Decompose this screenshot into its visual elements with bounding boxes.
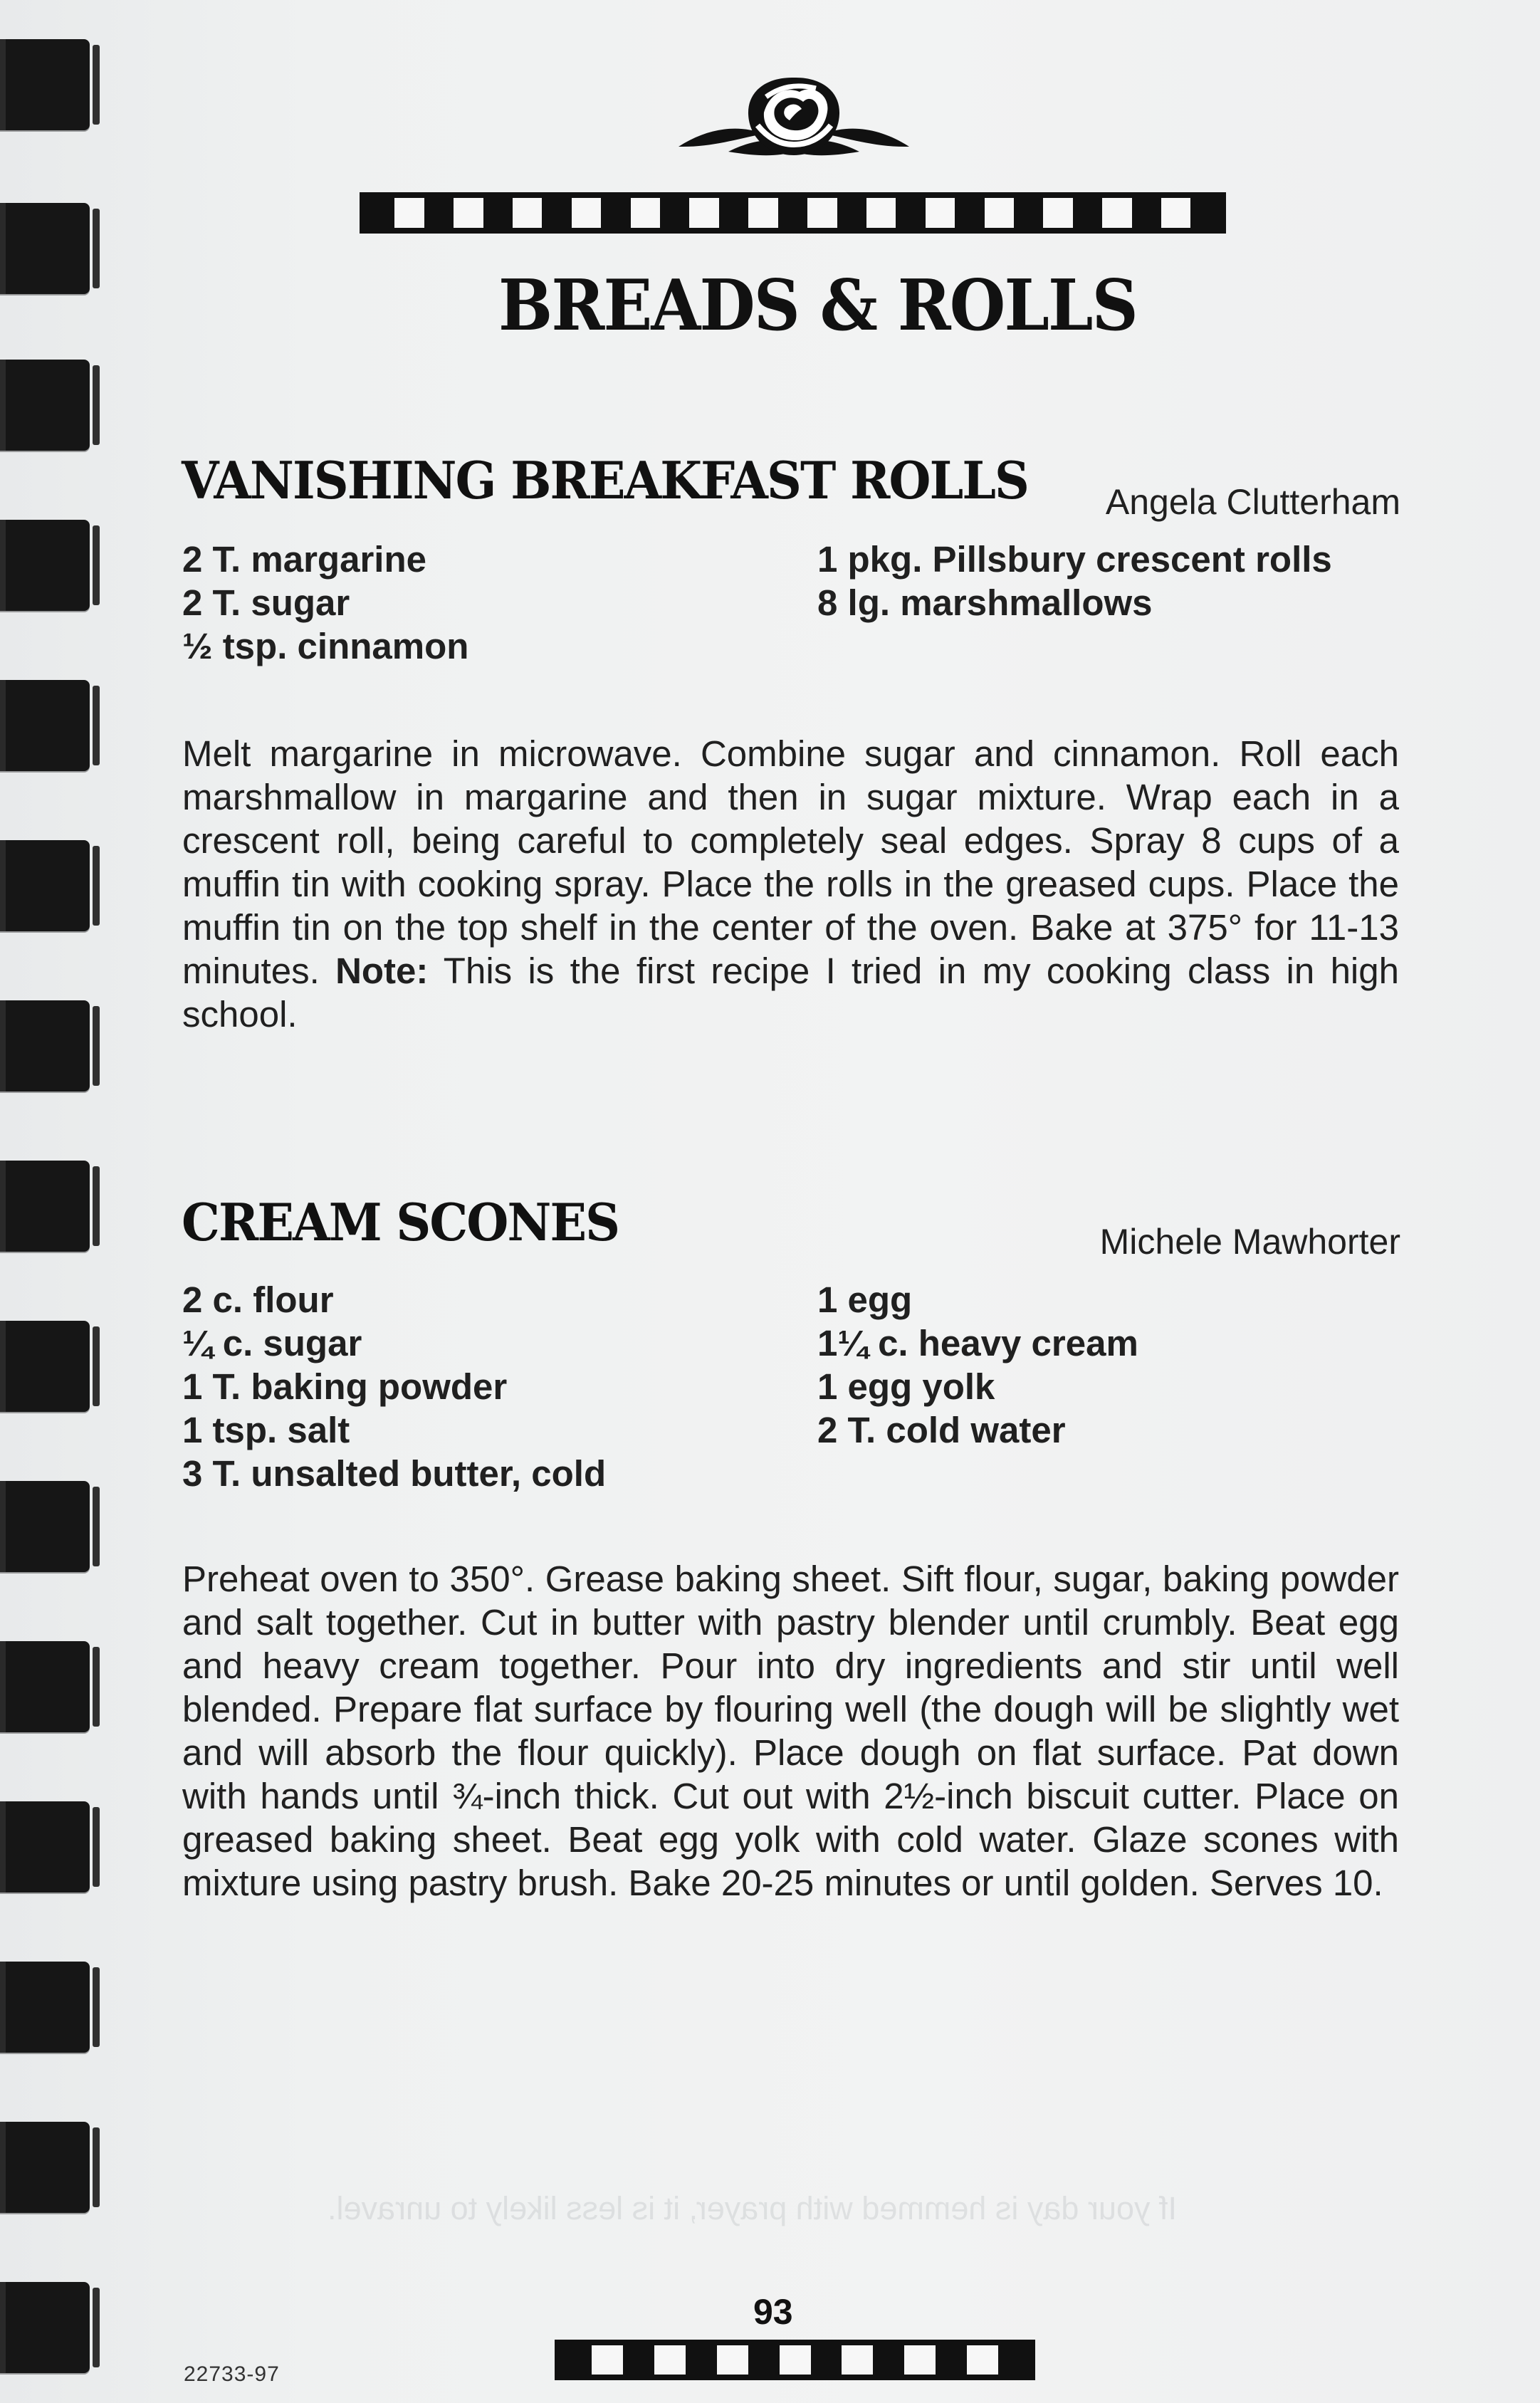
ingredient-item: 8 lg. marshmallows [817, 582, 1153, 623]
ingredients-right-column [817, 538, 1332, 624]
ingredients-right-column [817, 1278, 1138, 1452]
bleedthrough-quote: If your day is hemmed with prayer, it is less likely to unravel. [328, 2190, 1177, 2226]
rose-ornament-icon [673, 73, 915, 172]
ingredient-item: ¼ c. sugar [182, 1323, 362, 1363]
ingredient-item: 1 T. baking powder [182, 1366, 508, 1407]
binding-coil [0, 2122, 90, 2213]
section-title: BREADS & ROLLS [498, 265, 1137, 347]
binding-coil [0, 360, 90, 451]
recipe-instructions [182, 732, 1399, 1036]
top-checkered-border [360, 192, 1226, 234]
binding-coil [0, 1962, 90, 2053]
publication-code: 22733-97 [184, 2362, 280, 2386]
note-text: This is the first recipe I tried in my cooking class in high school. [182, 951, 1399, 1035]
binding-coil [0, 1641, 90, 1732]
binding-coil [0, 1321, 90, 1412]
recipe-instructions: Preheat oven to 350°. Grease baking sheet. Sift flour, sugar, baking powder and salt together. Cut in butter with pastry blender until crumbly. Beat egg and heavy cream together. Pour into dry ingredients and stir until well blended. Prepare flat surface by flouring well (the dough will be slightly wet and will absorb the flour quickly). Place dough on flat surface. Pat down with hands until ¾-inch thick. Cut out with 2½-inch biscuit cutter. Place on greased baking sheet. Beat egg yolk with cold water. Glaze scones with mixture using pastry brush. Bake 20-25 minutes or until golden. Serves 10. [182, 1559, 1399, 1903]
binding-coil [0, 1801, 90, 1892]
binding-coil [0, 840, 90, 931]
recipe-author: Angela Clutterham [1105, 482, 1400, 522]
ingredient-item: 2 T. margarine [182, 539, 426, 580]
recipe-title: CREAM SCONES [182, 1192, 619, 1253]
note-label: Note: [335, 951, 429, 991]
binding-coil [0, 1000, 90, 1091]
ingredients-left-column [182, 1278, 606, 1495]
ingredient-item: 1 egg yolk [817, 1366, 995, 1407]
ingredient-item: 2 c. flour [182, 1279, 334, 1320]
recipe-title: VANISHING BREAKFAST ROLLS [182, 450, 1029, 511]
page-number: 93 [753, 2292, 793, 2332]
ingredient-item: 1 egg [817, 1279, 913, 1320]
ingredient-item: 1 pkg. Pillsbury crescent rolls [817, 539, 1332, 580]
binding-coil [0, 1161, 90, 1252]
ingredient-item: 3 T. unsalted butter, cold [182, 1453, 607, 1494]
binding-coil [0, 520, 90, 611]
binding-coil [0, 2282, 90, 2373]
instructions-text: Melt margarine in microwave. Combine sugar and cinnamon. Roll each marshmallow in margarine and then in sugar mixture. Wrap each in a crescent roll, being careful to completely seal edges. Spray 8 cups of a muffin tin with cooking spray. Place the rolls in the greased cups. Place the muffin tin on the top shelf in the center of the oven. Bake at 375° for 11-13 minutes. [182, 733, 1399, 991]
binding-coil [0, 680, 90, 771]
binding-coil [0, 39, 90, 130]
ingredient-item: 1¼ c. heavy cream [817, 1323, 1138, 1363]
ingredient-item: 2 T. sugar [182, 582, 350, 623]
ingredient-item: ½ tsp. cinnamon [182, 626, 469, 666]
ingredients-left-column [182, 538, 468, 668]
ingredient-item: 2 T. cold water [817, 1410, 1066, 1450]
binding-coil [0, 203, 90, 294]
bottom-checkered-border [555, 2340, 1035, 2380]
ingredient-item: 1 tsp. salt [182, 1410, 350, 1450]
binding-coil [0, 1481, 90, 1572]
recipe-author: Michele Mawhorter [1099, 1222, 1400, 1262]
spiral-binding [0, 0, 114, 2403]
